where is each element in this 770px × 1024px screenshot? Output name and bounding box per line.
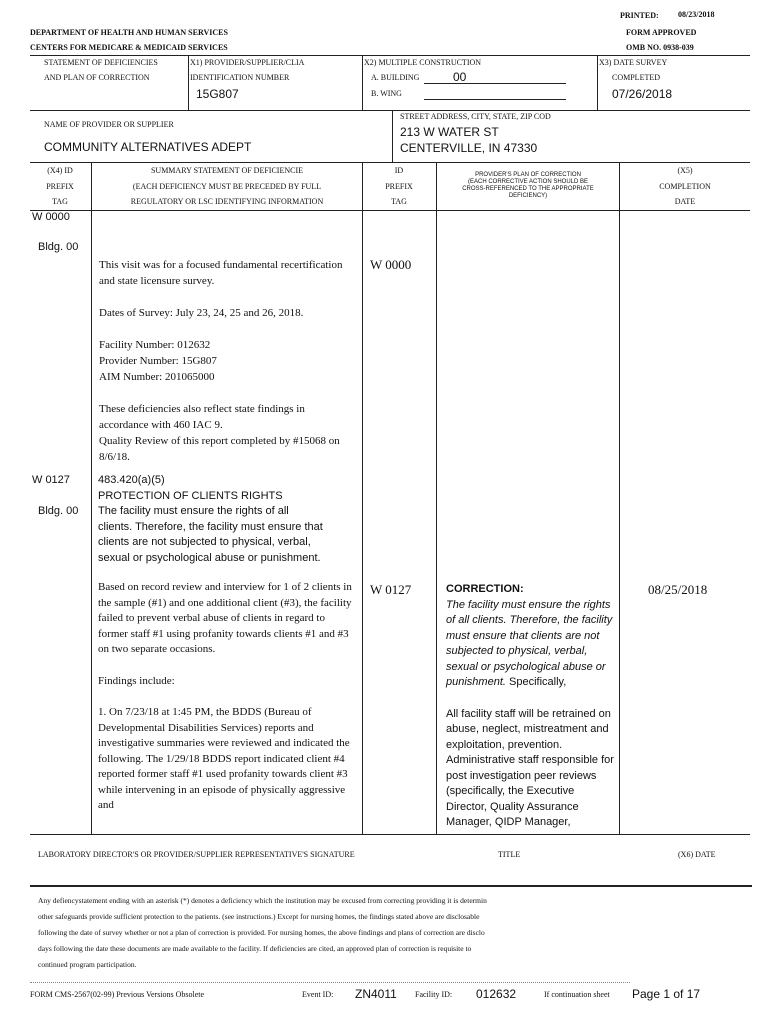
event-id-label: Event ID: — [302, 990, 334, 999]
building-label: A. BUILDING — [371, 73, 420, 82]
facility-id-value: 012632 — [476, 987, 517, 1001]
x4-header-1: (X4) ID — [47, 166, 73, 175]
summary-header-3: REGULATORY OR LSC IDENTIFYING INFORMATION — [130, 197, 324, 206]
printed-label: PRINTED: — [620, 11, 659, 20]
statement-label-2: AND PLAN OF CORRECTION — [44, 73, 150, 82]
survey-date: 07/26/2018 — [612, 87, 673, 101]
wing-label: B. WING — [371, 89, 402, 98]
x5-header-2: COMPLETION — [659, 182, 711, 191]
x4-header-3: TAG — [52, 197, 68, 206]
id-header-2: PREFIX — [385, 182, 413, 191]
omb-number: OMB NO. 0938-039 — [626, 43, 694, 52]
x1-label-1: X1) PROVIDER/SUPPLIER/CLIA — [190, 58, 305, 67]
id-header-1: ID — [394, 166, 404, 175]
event-id-value: ZN4011 — [355, 987, 397, 1001]
page-number: Page 1 of 17 — [632, 987, 701, 1001]
form-number: FORM CMS-2567(02-99) Previous Versions Obsolete — [30, 990, 205, 999]
date-label: (X6) DATE — [678, 850, 716, 859]
printed-date: 08/23/2018 — [678, 10, 715, 19]
entry2-id-tag: W 0127 — [370, 582, 412, 597]
x3-label-1: X3) DATE SURVEY — [599, 58, 668, 67]
address-label: STREET ADDRESS, CITY, STATE, ZIP COD — [400, 112, 551, 121]
x2-label: X2) MULTIPLE CONSTRUCTION — [364, 58, 482, 67]
entry2-tag: W 0127 — [32, 474, 70, 486]
x5-header-3: DATE — [674, 197, 696, 206]
title-label: TITLE — [498, 850, 521, 859]
entry2-findings: Based on record review and interview for 1 of 2 clients in the sample (#1) and one additional client (#3), the facility failed to prevent verbal abuse of clients in regard to former staff #1 using profanity towards clients #1 and #3 on two separate occasions. Findings include: 1. On 7/23/18 at 1:45 PM, the BDDS (Bureau of Developmental Disabilities Services) reports and investigative summaries were reviewed and indicated the following. The 1/29/18 BDDS report indicated client #4 reported former staff #1 used profanity towards client #3 while intervening in an episode of physically aggressive and — [98, 581, 352, 811]
entry2-bldg: Bldg. 00 — [38, 505, 79, 517]
address-line1: 213 W WATER ST — [400, 125, 499, 139]
facility-id-label: Facility ID: — [415, 990, 453, 999]
agency-line2: CENTERS FOR MEDICARE & MEDICAID SERVICES — [30, 43, 228, 52]
disclaimer: Any defiencystatement ending with an asterisk (*) denotes a deficiency which the institution may be excused from correcting providing it is determin other safeguards provide sufficient protection to the patients. (see instructions.) Except for nursing homes, the findings stated above are disclosable following the date of survey whether or not a plan of correction is provided. For nursing homes, the above findings and plans of correction are disclo days following the date these documents are made available to the facility. If deficiencies are cited, an approved plan of correction is requisite to continued program participation. — [38, 896, 487, 969]
entry2-rule: 483.420(a)(5) PROTECTION OF CLIENTS RIGHTS The facility must ensure the rights of all clients. Therefore, the facility must ensure that clients are not subjected to physical, verbal, sexual or psychological abuse or punishment. — [98, 474, 323, 564]
continuation-label: If continuation sheet — [544, 990, 610, 999]
provider-name: COMMUNITY ALTERNATIVES ADEPT — [44, 140, 252, 154]
signature-label: LABORATORY DIRECTOR'S OR PROVIDER/SUPPLIER REPRESENTATIVE'S SIGNATURE — [38, 850, 355, 859]
agency-line1: DEPARTMENT OF HEALTH AND HUMAN SERVICES — [30, 28, 228, 37]
summary-header-2: (EACH DEFICIENCY MUST BE PRECEDED BY FULL — [132, 182, 322, 191]
x3-label-2: COMPLETED — [612, 73, 660, 82]
address-line2: CENTERVILLE, IN 47330 — [400, 141, 538, 155]
entry1-bldg: Bldg. 00 — [38, 241, 79, 253]
completion-date: 08/25/2018 — [648, 582, 708, 597]
x1-label-2: IDENTIFICATION NUMBER — [190, 73, 290, 82]
entry1-id-tag: W 0000 — [370, 257, 412, 272]
statement-label-1: STATEMENT OF DEFICIENCIES — [44, 58, 158, 67]
plan-header: PROVIDER'S PLAN OF CORRECTION (EACH CORRECTIVE ACTION SHOULD BE CROSS-REFERENCED TO THE APPROPRIATE DEFICIENCY) — [462, 172, 594, 199]
x5-header-1: (X5) — [677, 166, 693, 175]
provider-name-label: NAME OF PROVIDER OR SUPPLIER — [44, 120, 174, 129]
form-approved: FORM APPROVED — [626, 28, 697, 37]
entry1-tag: W 0000 — [32, 211, 70, 223]
building-value: 00 — [453, 70, 467, 84]
summary-header-1: SUMMARY STATEMENT OF DEFICIENCIE — [150, 166, 304, 175]
id-header-3: TAG — [391, 197, 407, 206]
entry1-summary: This visit was for a focused fundamental recertification and state licensure survey. Dates of Survey: July 23, 24, 25 and 26, 2018. Facility Number: 012632 Provider Number: 15G807 AIM Number: 201065000 These deficiencies also reflect state findings in accordance with 460 IAC 9. Quality Review of this report completed by #15068 on 8/6/18. — [99, 259, 343, 463]
x4-header-2: PREFIX — [46, 182, 74, 191]
correction-plan: CORRECTION: The facility must ensure the rights of all clients. Therefore, the facility must ensure that clients are not subjected to physical, verbal, sexual or psychological abuse or punishment. Specifically, All facility staff will be retrained on abuse, neglect, mistreatment and exploitation, prevention. Administrative staff responsible for post investigation peer reviews (specifically, the Executive Director, Quality Assurance Manager, QIDP Manager, — [446, 583, 614, 828]
provider-number: 15G807 — [196, 87, 239, 101]
